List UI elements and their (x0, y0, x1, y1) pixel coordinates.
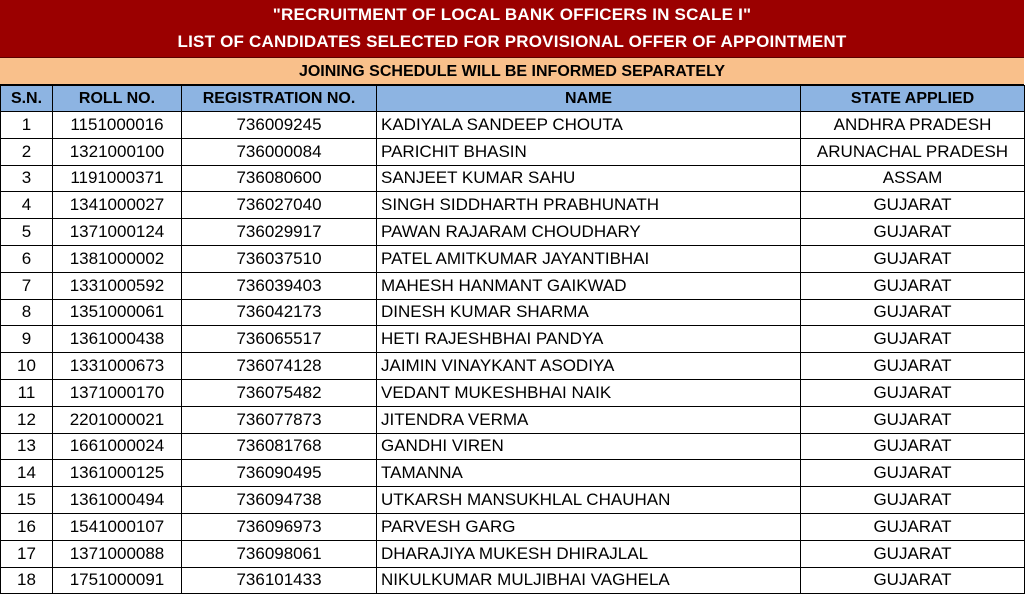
cell-roll-no: 1351000061 (53, 299, 182, 326)
cell-name: JITENDRA VERMA (377, 406, 801, 433)
table-row (1, 433, 1025, 460)
table-row (1, 112, 1025, 139)
table-row (1, 406, 1025, 433)
cell-registration-no: 736090495 (182, 460, 377, 487)
cell-roll-no: 1321000100 (53, 138, 182, 165)
table-body (1, 112, 1025, 594)
cell-name: PAWAN RAJARAM CHOUDHARY (377, 219, 801, 246)
cell-roll-no: 1361000125 (53, 460, 182, 487)
table-row (1, 353, 1025, 380)
cell-sn: 10 (1, 353, 53, 380)
cell-registration-no: 736080600 (182, 165, 377, 192)
column-header-name: NAME (377, 86, 801, 112)
table-row (1, 299, 1025, 326)
cell-sn: 12 (1, 406, 53, 433)
table-header-row (1, 86, 1025, 112)
cell-sn: 9 (1, 326, 53, 353)
cell-state-applied: GUJARAT (801, 326, 1025, 353)
cell-state-applied: GUJARAT (801, 460, 1025, 487)
cell-registration-no: 736000084 (182, 138, 377, 165)
cell-roll-no: 1191000371 (53, 165, 182, 192)
cell-registration-no: 736042173 (182, 299, 377, 326)
cell-name: NIKULKUMAR MULJIBHAI VAGHELA (377, 567, 801, 594)
cell-roll-no: 1541000107 (53, 513, 182, 540)
cell-registration-no: 736096973 (182, 513, 377, 540)
cell-name: TAMANNA (377, 460, 801, 487)
cell-sn: 1 (1, 112, 53, 139)
cell-name: SANJEET KUMAR SAHU (377, 165, 801, 192)
cell-name: GANDHI VIREN (377, 433, 801, 460)
cell-state-applied: ASSAM (801, 165, 1025, 192)
cell-state-applied: GUJARAT (801, 379, 1025, 406)
cell-state-applied: ARUNACHAL PRADESH (801, 138, 1025, 165)
table-row (1, 165, 1025, 192)
cell-roll-no: 1371000124 (53, 219, 182, 246)
cell-registration-no: 736101433 (182, 567, 377, 594)
cell-state-applied: GUJARAT (801, 540, 1025, 567)
cell-registration-no: 736077873 (182, 406, 377, 433)
cell-name: PARICHIT BHASIN (377, 138, 801, 165)
cell-state-applied: GUJARAT (801, 353, 1025, 380)
table-row (1, 272, 1025, 299)
table-row (1, 379, 1025, 406)
cell-name: MAHESH HANMANT GAIKWAD (377, 272, 801, 299)
cell-roll-no: 1361000438 (53, 326, 182, 353)
cell-sn: 16 (1, 513, 53, 540)
cell-registration-no: 736039403 (182, 272, 377, 299)
cell-sn: 2 (1, 138, 53, 165)
column-header-sn: S.N. (1, 86, 53, 112)
cell-sn: 5 (1, 219, 53, 246)
cell-sn: 11 (1, 379, 53, 406)
cell-registration-no: 736009245 (182, 112, 377, 139)
cell-sn: 8 (1, 299, 53, 326)
table-row (1, 192, 1025, 219)
cell-name: UTKARSH MANSUKHLAL CHAUHAN (377, 487, 801, 514)
cell-registration-no: 736037510 (182, 245, 377, 272)
cell-state-applied: GUJARAT (801, 245, 1025, 272)
cell-roll-no: 1361000494 (53, 487, 182, 514)
cell-name: PATEL AMITKUMAR JAYANTIBHAI (377, 245, 801, 272)
cell-state-applied: GUJARAT (801, 567, 1025, 594)
cell-sn: 13 (1, 433, 53, 460)
cell-state-applied: GUJARAT (801, 433, 1025, 460)
cell-sn: 3 (1, 165, 53, 192)
cell-state-applied: GUJARAT (801, 192, 1025, 219)
joining-schedule-banner: JOINING SCHEDULE WILL BE INFORMED SEPARATELY (0, 58, 1024, 85)
cell-roll-no: 1381000002 (53, 245, 182, 272)
cell-registration-no: 736094738 (182, 487, 377, 514)
cell-name: SINGH SIDDHARTH PRABHUNATH (377, 192, 801, 219)
cell-sn: 4 (1, 192, 53, 219)
table-row (1, 138, 1025, 165)
cell-roll-no: 1371000170 (53, 379, 182, 406)
cell-roll-no: 1151000016 (53, 112, 182, 139)
cell-name: VEDANT MUKESHBHAI NAIK (377, 379, 801, 406)
cell-roll-no: 1371000088 (53, 540, 182, 567)
cell-name: DHARAJIYA MUKESH DHIRAJLAL (377, 540, 801, 567)
cell-registration-no: 736081768 (182, 433, 377, 460)
cell-state-applied: ANDHRA PRADESH (801, 112, 1025, 139)
cell-state-applied: GUJARAT (801, 272, 1025, 299)
cell-state-applied: GUJARAT (801, 406, 1025, 433)
cell-name: KADIYALA SANDEEP CHOUTA (377, 112, 801, 139)
cell-roll-no: 1661000024 (53, 433, 182, 460)
cell-name: DINESH KUMAR SHARMA (377, 299, 801, 326)
column-header-roll-no: ROLL NO. (53, 86, 182, 112)
table-row (1, 540, 1025, 567)
cell-sn: 7 (1, 272, 53, 299)
cell-registration-no: 736075482 (182, 379, 377, 406)
column-header-registration-no: REGISTRATION NO. (182, 86, 377, 112)
cell-registration-no: 736074128 (182, 353, 377, 380)
cell-registration-no: 736065517 (182, 326, 377, 353)
cell-name: HETI RAJESHBHAI PANDYA (377, 326, 801, 353)
cell-sn: 17 (1, 540, 53, 567)
cell-roll-no: 1341000027 (53, 192, 182, 219)
cell-roll-no: 1331000673 (53, 353, 182, 380)
cell-state-applied: GUJARAT (801, 299, 1025, 326)
cell-state-applied: GUJARAT (801, 513, 1025, 540)
cell-roll-no: 1331000592 (53, 272, 182, 299)
cell-state-applied: GUJARAT (801, 487, 1025, 514)
cell-sn: 14 (1, 460, 53, 487)
table-row (1, 567, 1025, 594)
cell-registration-no: 736029917 (182, 219, 377, 246)
cell-state-applied: GUJARAT (801, 219, 1025, 246)
cell-roll-no: 2201000021 (53, 406, 182, 433)
cell-sn: 15 (1, 487, 53, 514)
title-line-1: "RECRUITMENT OF LOCAL BANK OFFICERS IN SCALE I" (272, 5, 752, 24)
table-row (1, 245, 1025, 272)
cell-sn: 18 (1, 567, 53, 594)
column-header-state-applied: STATE APPLIED (801, 86, 1025, 112)
cell-sn: 6 (1, 245, 53, 272)
candidates-table (0, 85, 1025, 594)
cell-registration-no: 736098061 (182, 540, 377, 567)
cell-name: PARVESH GARG (377, 513, 801, 540)
table-row (1, 219, 1025, 246)
title-banner (0, 0, 1024, 58)
cell-name: JAIMIN VINAYKANT ASODIYA (377, 353, 801, 380)
cell-roll-no: 1751000091 (53, 567, 182, 594)
cell-registration-no: 736027040 (182, 192, 377, 219)
title-line-2: LIST OF CANDIDATES SELECTED FOR PROVISIONAL OFFER OF APPOINTMENT (177, 32, 847, 51)
table-row (1, 460, 1025, 487)
table-row (1, 487, 1025, 514)
table-row (1, 513, 1025, 540)
table-row (1, 326, 1025, 353)
